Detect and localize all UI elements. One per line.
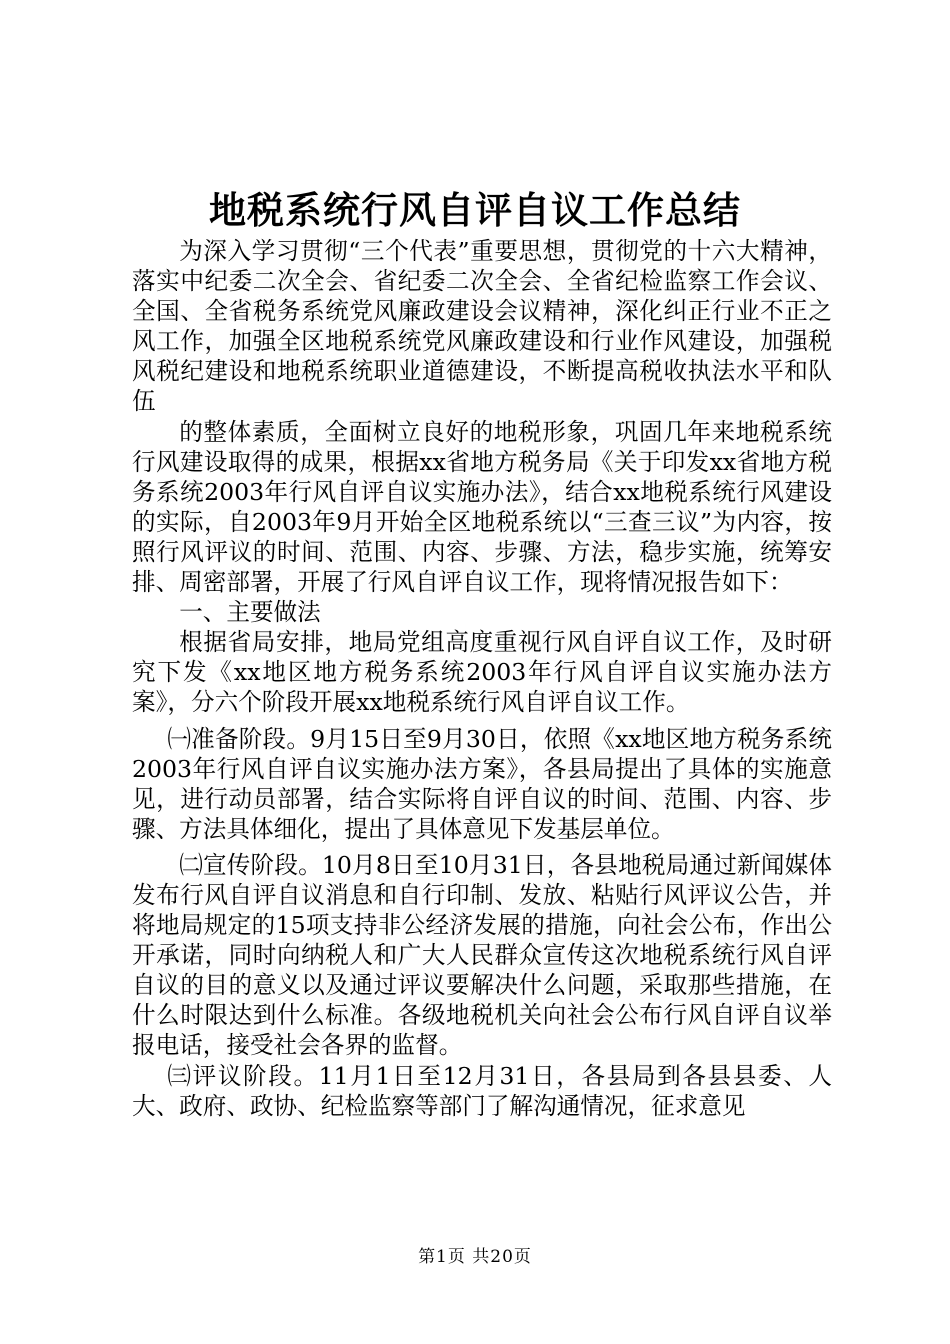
page-number-footer: 第1页 共20页: [418, 1247, 532, 1267]
paragraph-stage-evaluation: ㈢评议阶段。11月1日至12月31日，各县局到各县县委、人大、政府、政协、纪检监察等部门了解沟通情况，征求意见: [132, 1061, 832, 1120]
paragraph-intro: 为深入学习贯彻“三个代表”重要思想，贯彻党的十六大精神，落实中纪委二次全会、省纪委二次全会、全省纪检监察工作会议、全国、全省税务系统党风廉政建设会议精神，深化纠正行业不正之风工作，加强全区地税系统党风廉政建设和行业作风建设，加强税风税纪建设和地税系统职业道德建设，不断提高税收执法水平和队伍: [132, 237, 832, 416]
document-title: 地税系统行风自评自议工作总结: [209, 189, 741, 232]
paragraph-intro-continued: 的整体素质，全面树立良好的地税形象，巩固几年来地税系统行风建设取得的成果，根据xx省地方税务局《关于印发xx省地方税务系统2003年行风自评自议实施办法》，结合xx地税系统行风建设的实际，自2003年9月开始全区地税系统以“三查三议”为内容，按照行风评议的时间、范围、内容、步骤、方法，稳步实施，统筹安排、周密部署，开展了行风自评自议工作，现将情况报告如下：: [132, 417, 832, 597]
paragraph-stage-publicity: ㈡宣传阶段。10月8日至10月31日，各县地税局通过新闻媒体发布行风自评自议消息和自行印制、发放、粘贴行风评议公告，并将地局规定的15项支持非公经济发展的措施，向社会公布，作出公开承诺，同时向纳税人和广大人民群众宣传这次地税系统行风自评自议的目的意义以及通过评议要解决什么问题，采取那些措施，在什么时限达到什么标准。各级地税机关向社会公布行风自评自议举报电话，接受社会各界的监督。: [132, 850, 832, 1060]
paragraph-arrangement: 根据省局安排，地局党组高度重视行风自评自议工作，及时研究下发《xx地区地方税务系统2003年行风自评自议实施办法方案》，分六个阶段开展xx地税系统行风自评自议工作。: [132, 628, 832, 717]
section-heading-main-methods: 一、主要做法: [179, 598, 321, 627]
document-body: [132, 236, 832, 1121]
paragraph-stage-preparation: ㈠准备阶段。9月15日至9月30日，依照《xx地区地方税务系统2003年行风自评自议实施办法方案》，各县局提出了具体的实施意见，进行动员部署，结合实际将自评自议的时间、范围、内容、步骤、方法具体细化，提出了具体意见下发基层单位。: [132, 724, 832, 843]
